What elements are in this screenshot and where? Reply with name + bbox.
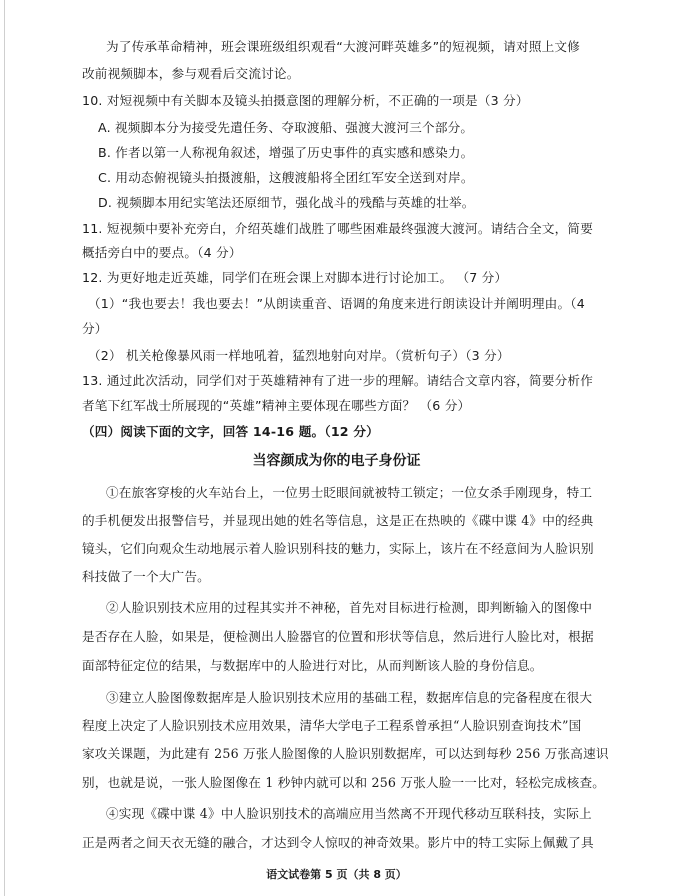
question-10-option-b: B. 作者以第一人称视角叙述，增强了历史事件的真实感和感染力。 bbox=[98, 145, 474, 160]
paragraph-1-line-2: 的手机便发出报警信号，并显现出她的姓名等信息，这是正在热映的《碟中谍 4》中的经典 bbox=[82, 513, 594, 528]
paragraph-2-line-1: ②人脸识别技术应用的过程其实并不神秘，首先对目标进行检测，即判断输入的图像中 bbox=[106, 600, 593, 615]
question-12-sub-2: （2） 机关枪像暴风雨一样地吼着，猛烈地射向对岸。（赏析句子）（3 分） bbox=[88, 348, 510, 363]
paragraph-1-line-3: 镜头，它们向观众生动地展示着人脸识别科技的魅力，实际上，该片在不经意间为人脸识别 bbox=[82, 541, 594, 556]
paragraph-3-line-3: 家攻关课题，为此建有 256 万张人脸图像的人脸识别数据库，可以达到每秒 256 万张高速识 bbox=[82, 746, 609, 761]
section-4-heading: （四）阅读下面的文字，回答 14-16 题。（12 分） bbox=[82, 424, 379, 439]
page-edge-rule bbox=[4, 0, 5, 896]
question-12-stem: 12. 为更好地走近英雄，同学们在班会课上对脚本进行讨论加工。 （7 分） bbox=[82, 270, 508, 285]
question-10-option-a: A. 视频脚本分为接受先遣任务、夺取渡船、强渡大渡河三个部分。 bbox=[98, 120, 474, 135]
question-12-sub-1-line-2: 分） bbox=[82, 321, 108, 336]
question-10-option-d: D. 视频脚本用纪实笔法还原细节，强化战斗的残酷与英雄的壮举。 bbox=[98, 195, 475, 210]
paragraph-2-line-3: 面部特征定位的结果，与数据库中的人脸进行对比，从而判断该人脸的身份信息。 bbox=[82, 658, 543, 673]
page-footer: 语文试卷第 5 页（共 8 页） bbox=[266, 868, 407, 881]
paragraph-3-line-1: ③建立人脸图像数据库是人脸识别技术应用的基础工程，数据库信息的完备程度在很大 bbox=[106, 690, 593, 705]
question-10-stem: 10. 对短视频中有关脚本及镜头拍摄意图的理解分析，不正确的一项是（3 分） bbox=[82, 93, 529, 108]
question-10-option-c: C. 用动态俯视镜头拍摄渡船，这艘渡船将全团红军安全送到对岸。 bbox=[98, 170, 474, 185]
paragraph-3-line-4: 别，也就是说，一张人脸图像在 1 秒钟内就可以和 256 万张人脸一一比对，轻松完成核查。 bbox=[82, 775, 606, 790]
question-12-sub-1-line-1: （1）“我也要去！我也要去！”从朗读重音、语调的角度来进行朗读设计并阐明理由。（4 bbox=[88, 296, 585, 311]
question-11-line-2: 概括旁白中的要点。（4 分） bbox=[82, 245, 242, 260]
question-13-line-1: 13. 通过此次活动，同学们对于英雄精神有了进一步的理解。请结合文章内容，简要分析作 bbox=[82, 373, 593, 388]
paragraph-4-line-2: 正是两者之间天衣无缝的融合，才达到令人惊叹的神奇效果。影片中的特工实际上佩戴了具 bbox=[82, 835, 594, 850]
paragraph-3-line-2: 程度上决定了人脸识别技术应用效果，清华大学电子工程系曾承担“人脸识别查询技术”国 bbox=[82, 718, 582, 733]
intro-line-2: 改前视频脚本，参与观看后交流讨论。 bbox=[82, 66, 300, 81]
question-13-line-2: 者笔下红军战士所展现的“英雄”精神主要体现在哪些方面？ （6 分） bbox=[82, 398, 471, 413]
paragraph-2-line-2: 是否存在人脸，如果是，便检测出人脸器官的位置和形状等信息，然后进行人脸比对，根据 bbox=[82, 629, 594, 644]
article-title: 当容颜成为你的电子身份证 bbox=[252, 453, 421, 469]
paragraph-1-line-1: ①在旅客穿梭的火车站台上，一位男士眨眼间就被特工锁定；一位女杀手刚现身，特工 bbox=[106, 485, 593, 500]
intro-line-1: 为了传承革命精神，班会课班级组织观看“大渡河畔英雄多”的短视频，请对照上文修 bbox=[106, 39, 581, 54]
question-11-line-1: 11. 短视频中要补充旁白，介绍英雄们战胜了哪些困难最终强渡大渡河。请结合全文，简要 bbox=[82, 221, 593, 236]
paragraph-1-line-4: 科技做了一个大广告。 bbox=[82, 569, 210, 584]
paragraph-4-line-1: ④实现《碟中谍 4》中人脸识别技术的高端应用当然离不开现代移动互联科技，实际上 bbox=[106, 806, 592, 821]
